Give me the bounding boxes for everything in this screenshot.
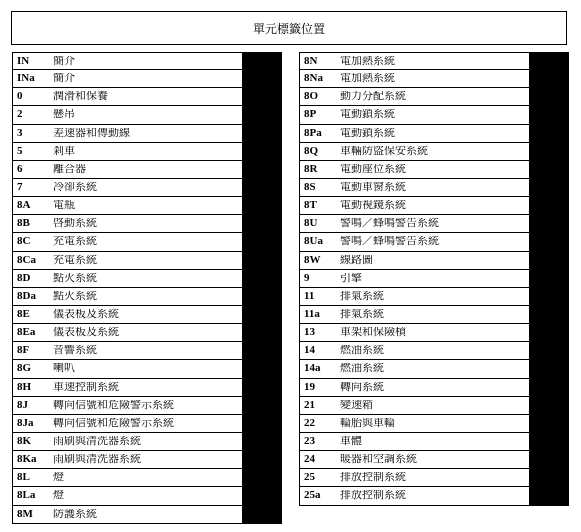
section-label: 燈 bbox=[53, 490, 64, 502]
section-code: 21 bbox=[304, 398, 315, 411]
section-code: 11 bbox=[304, 289, 315, 302]
page-title: 單元標籤位置 bbox=[252, 21, 325, 36]
section-code: 8Na bbox=[304, 72, 323, 85]
section-code: 5 bbox=[17, 144, 23, 157]
section-row[interactable] bbox=[299, 360, 569, 378]
section-code: 8Ua bbox=[304, 235, 323, 248]
section-code: 8P bbox=[304, 108, 317, 121]
thumb-tab-marker bbox=[242, 306, 282, 324]
section-label: 排放控制系統 bbox=[340, 472, 406, 484]
section-code: 8K bbox=[17, 435, 32, 448]
section-label: 音響系統 bbox=[53, 345, 97, 357]
thumb-tab-marker bbox=[242, 88, 282, 106]
section-row[interactable] bbox=[299, 415, 569, 433]
section-code: 14a bbox=[304, 362, 321, 375]
section-row[interactable] bbox=[12, 324, 282, 342]
section-label: 簡介 bbox=[53, 73, 75, 85]
section-label: 懸吊 bbox=[53, 109, 75, 121]
thumb-tab-marker bbox=[529, 487, 569, 505]
thumb-tab-marker bbox=[529, 143, 569, 161]
thumb-tab-marker bbox=[242, 53, 282, 70]
section-label: 潤滑和保養 bbox=[53, 91, 108, 103]
section-code: 8L bbox=[17, 471, 30, 484]
thumb-tab-marker bbox=[242, 161, 282, 179]
section-code: 8F bbox=[17, 344, 30, 357]
section-code: 8R bbox=[304, 162, 318, 175]
section-label: 燃油系統 bbox=[340, 345, 384, 357]
thumb-tab-marker bbox=[529, 270, 569, 288]
section-label: 警鳴／蜂鳴警告系統 bbox=[340, 218, 439, 230]
thumb-tab-marker bbox=[242, 397, 282, 415]
section-label: 動力分配系統 bbox=[340, 91, 406, 103]
thumb-tab-marker bbox=[529, 433, 569, 451]
section-label: 排放控制系統 bbox=[340, 490, 406, 502]
thumb-tab-marker bbox=[529, 161, 569, 179]
section-row[interactable] bbox=[12, 215, 282, 233]
thumb-tab-marker bbox=[242, 70, 282, 88]
right-column bbox=[299, 52, 569, 506]
thumb-tab-marker bbox=[242, 487, 282, 505]
section-label: 電加熱系統 bbox=[340, 55, 395, 67]
section-label: 轉向信號和危險警示系統 bbox=[53, 417, 174, 429]
section-code: 8M bbox=[17, 507, 33, 520]
section-row[interactable] bbox=[299, 252, 569, 270]
section-label: 燈 bbox=[53, 472, 64, 484]
section-row[interactable] bbox=[12, 233, 282, 251]
section-label: 防護系統 bbox=[53, 508, 97, 520]
thumb-tab-marker bbox=[242, 125, 282, 143]
section-label: 充電系統 bbox=[53, 254, 97, 266]
thumb-tab-marker bbox=[529, 288, 569, 306]
section-label: 車輛防盜保安系統 bbox=[340, 145, 428, 157]
section-row[interactable] bbox=[299, 233, 569, 251]
section-code: 8S bbox=[304, 181, 316, 194]
section-label: 差速器和傳動線 bbox=[53, 127, 130, 139]
section-row[interactable] bbox=[299, 270, 569, 288]
thumb-tab-marker bbox=[242, 379, 282, 397]
section-label: 點火系統 bbox=[53, 290, 97, 302]
section-row[interactable] bbox=[12, 70, 282, 88]
section-label: 電動座位系統 bbox=[340, 163, 406, 175]
section-code: 8Ka bbox=[17, 453, 37, 466]
section-label: 喇叭 bbox=[53, 363, 75, 375]
thumb-tab-marker bbox=[529, 415, 569, 433]
section-row[interactable] bbox=[299, 433, 569, 451]
thumb-tab-marker bbox=[242, 252, 282, 270]
section-row[interactable] bbox=[299, 288, 569, 306]
section-code: 8C bbox=[17, 235, 31, 248]
section-row[interactable] bbox=[12, 270, 282, 288]
section-row[interactable] bbox=[12, 360, 282, 378]
section-label: 電瓶 bbox=[53, 200, 75, 212]
thumb-tab-marker bbox=[529, 451, 569, 469]
section-row[interactable] bbox=[12, 469, 282, 487]
section-code: 7 bbox=[17, 181, 23, 194]
section-code: 8T bbox=[304, 199, 317, 212]
section-label: 電動車窗系統 bbox=[340, 182, 406, 194]
section-row[interactable] bbox=[12, 88, 282, 106]
section-code: 2 bbox=[17, 108, 23, 121]
section-label: 簡介 bbox=[53, 55, 75, 67]
section-row[interactable] bbox=[299, 88, 569, 106]
section-row[interactable] bbox=[12, 143, 282, 161]
section-label: 車體 bbox=[340, 436, 362, 448]
section-code: 14 bbox=[304, 344, 315, 357]
section-label: 電動視鏡系統 bbox=[340, 200, 406, 212]
thumb-tab-marker bbox=[242, 451, 282, 469]
section-row[interactable] bbox=[299, 469, 569, 487]
section-code: 8Da bbox=[17, 289, 36, 302]
section-row[interactable] bbox=[12, 161, 282, 179]
section-label: 車速控制系統 bbox=[53, 381, 119, 393]
section-code: 8Ca bbox=[17, 253, 36, 266]
section-row[interactable] bbox=[299, 487, 569, 505]
section-code: 13 bbox=[304, 326, 315, 339]
section-label: 電加熱系統 bbox=[340, 73, 395, 85]
section-code: 11a bbox=[304, 308, 320, 321]
section-label: 車架和保險槓 bbox=[340, 327, 406, 339]
section-row[interactable] bbox=[12, 397, 282, 415]
thumb-tab-marker bbox=[242, 179, 282, 197]
section-label: 離合器 bbox=[53, 163, 86, 175]
section-row[interactable] bbox=[12, 506, 282, 524]
section-label: 儀表板及系統 bbox=[53, 309, 119, 321]
section-label: 暖器和空調系統 bbox=[340, 454, 417, 466]
section-row[interactable] bbox=[299, 451, 569, 469]
section-code: 8J bbox=[17, 398, 28, 411]
thumb-tab-marker bbox=[242, 324, 282, 342]
thumb-tab-marker bbox=[529, 397, 569, 415]
section-row[interactable] bbox=[299, 379, 569, 397]
section-code: 8H bbox=[17, 380, 32, 393]
section-row[interactable] bbox=[299, 197, 569, 215]
section-row[interactable] bbox=[12, 342, 282, 360]
section-row[interactable] bbox=[12, 179, 282, 197]
section-code: 8D bbox=[17, 271, 31, 284]
section-row[interactable] bbox=[12, 252, 282, 270]
thumb-tab-marker bbox=[242, 197, 282, 215]
section-row[interactable] bbox=[12, 52, 282, 70]
section-code: 8Q bbox=[304, 144, 319, 157]
section-label: 線路圖 bbox=[340, 254, 373, 266]
section-row[interactable] bbox=[299, 342, 569, 360]
section-label: 冷卻系統 bbox=[53, 182, 97, 194]
section-row[interactable] bbox=[299, 70, 569, 88]
section-code: 9 bbox=[304, 271, 310, 284]
thumb-tab-marker bbox=[529, 215, 569, 233]
section-row[interactable] bbox=[12, 451, 282, 469]
thumb-tab-marker bbox=[529, 53, 569, 70]
section-code: 8Pa bbox=[304, 126, 322, 139]
section-label: 雨刷與清洗器系統 bbox=[53, 436, 141, 448]
thumb-tab-marker bbox=[242, 506, 282, 524]
section-code: INa bbox=[17, 72, 35, 85]
thumb-tab-marker bbox=[529, 125, 569, 143]
thumb-tab-marker bbox=[242, 415, 282, 433]
section-code: 8N bbox=[304, 54, 318, 67]
section-label: 點火系統 bbox=[53, 272, 97, 284]
thumb-tab-marker bbox=[529, 342, 569, 360]
section-row[interactable] bbox=[12, 415, 282, 433]
section-code: 3 bbox=[17, 126, 23, 139]
section-row[interactable] bbox=[299, 161, 569, 179]
section-row[interactable] bbox=[12, 433, 282, 451]
section-label: 雨刷與清洗器系統 bbox=[53, 454, 141, 466]
section-row[interactable] bbox=[299, 179, 569, 197]
thumb-tab-marker bbox=[529, 469, 569, 487]
section-row[interactable] bbox=[299, 52, 569, 70]
section-row[interactable] bbox=[299, 324, 569, 342]
section-label: 燃油系統 bbox=[340, 363, 384, 375]
section-row[interactable] bbox=[12, 487, 282, 505]
section-code: 8U bbox=[304, 217, 318, 230]
section-code: 25 bbox=[304, 471, 315, 484]
section-label: 輪胎與車輪 bbox=[340, 417, 395, 429]
section-code: 8Ea bbox=[17, 326, 36, 339]
section-row[interactable] bbox=[12, 125, 282, 143]
section-code: 6 bbox=[17, 162, 23, 175]
section-label: 引擎 bbox=[340, 272, 362, 284]
section-code: 8W bbox=[304, 253, 321, 266]
section-code: 8G bbox=[17, 362, 32, 375]
section-code: 24 bbox=[304, 453, 315, 466]
thumb-tab-marker bbox=[242, 215, 282, 233]
section-label: 排氣系統 bbox=[340, 290, 384, 302]
section-code: 25a bbox=[304, 489, 321, 502]
section-label: 轉向信號和危險警示系統 bbox=[53, 399, 174, 411]
section-label: 轉向系統 bbox=[340, 381, 384, 393]
thumb-tab-marker bbox=[242, 233, 282, 251]
section-row[interactable] bbox=[299, 397, 569, 415]
page-title-box bbox=[11, 11, 567, 45]
section-label: 儀表板及系統 bbox=[53, 327, 119, 339]
section-code: 8La bbox=[17, 489, 36, 502]
thumb-tab-marker bbox=[529, 179, 569, 197]
section-row[interactable] bbox=[299, 143, 569, 161]
section-row[interactable] bbox=[12, 379, 282, 397]
section-row[interactable] bbox=[299, 125, 569, 143]
section-row[interactable] bbox=[299, 215, 569, 233]
section-row[interactable] bbox=[299, 106, 569, 124]
thumb-tab-marker bbox=[242, 288, 282, 306]
section-code: 19 bbox=[304, 380, 315, 393]
section-code: 8E bbox=[17, 308, 30, 321]
section-label: 排氣系統 bbox=[340, 309, 384, 321]
thumb-tab-marker bbox=[529, 70, 569, 88]
section-label: 警鳴／蜂鳴警告系統 bbox=[340, 236, 439, 248]
thumb-tab-marker bbox=[242, 342, 282, 360]
section-row[interactable] bbox=[12, 288, 282, 306]
section-label: 電動鎖系統 bbox=[340, 109, 395, 121]
left-column bbox=[12, 52, 282, 524]
thumb-tab-marker bbox=[529, 197, 569, 215]
thumb-tab-marker bbox=[242, 469, 282, 487]
section-code: 8A bbox=[17, 199, 31, 212]
thumb-tab-marker bbox=[529, 379, 569, 397]
section-row[interactable] bbox=[12, 197, 282, 215]
thumb-tab-marker bbox=[529, 106, 569, 124]
section-code: 23 bbox=[304, 435, 315, 448]
section-code: 8B bbox=[17, 217, 30, 230]
section-code: 0 bbox=[17, 90, 23, 103]
thumb-tab-marker bbox=[242, 270, 282, 288]
section-label: 充電系統 bbox=[53, 236, 97, 248]
section-row[interactable] bbox=[299, 306, 569, 324]
section-label: 剎車 bbox=[53, 145, 75, 157]
thumb-tab-marker bbox=[529, 324, 569, 342]
section-code: 22 bbox=[304, 416, 315, 429]
thumb-tab-marker bbox=[242, 143, 282, 161]
thumb-tab-marker bbox=[529, 360, 569, 378]
section-code: IN bbox=[17, 54, 30, 67]
section-row[interactable] bbox=[12, 306, 282, 324]
section-label: 變速箱 bbox=[340, 399, 373, 411]
section-label: 電動鎖系統 bbox=[340, 127, 395, 139]
section-code: 8Ja bbox=[17, 416, 34, 429]
section-code: 8O bbox=[304, 90, 319, 103]
section-label: 啓動系統 bbox=[53, 218, 97, 230]
thumb-tab-marker bbox=[529, 306, 569, 324]
thumb-tab-marker bbox=[242, 106, 282, 124]
thumb-tab-marker bbox=[529, 252, 569, 270]
thumb-tab-marker bbox=[529, 233, 569, 251]
thumb-tab-marker bbox=[242, 433, 282, 451]
section-row[interactable] bbox=[12, 106, 282, 124]
thumb-tab-marker bbox=[529, 88, 569, 106]
thumb-tab-marker bbox=[242, 360, 282, 378]
